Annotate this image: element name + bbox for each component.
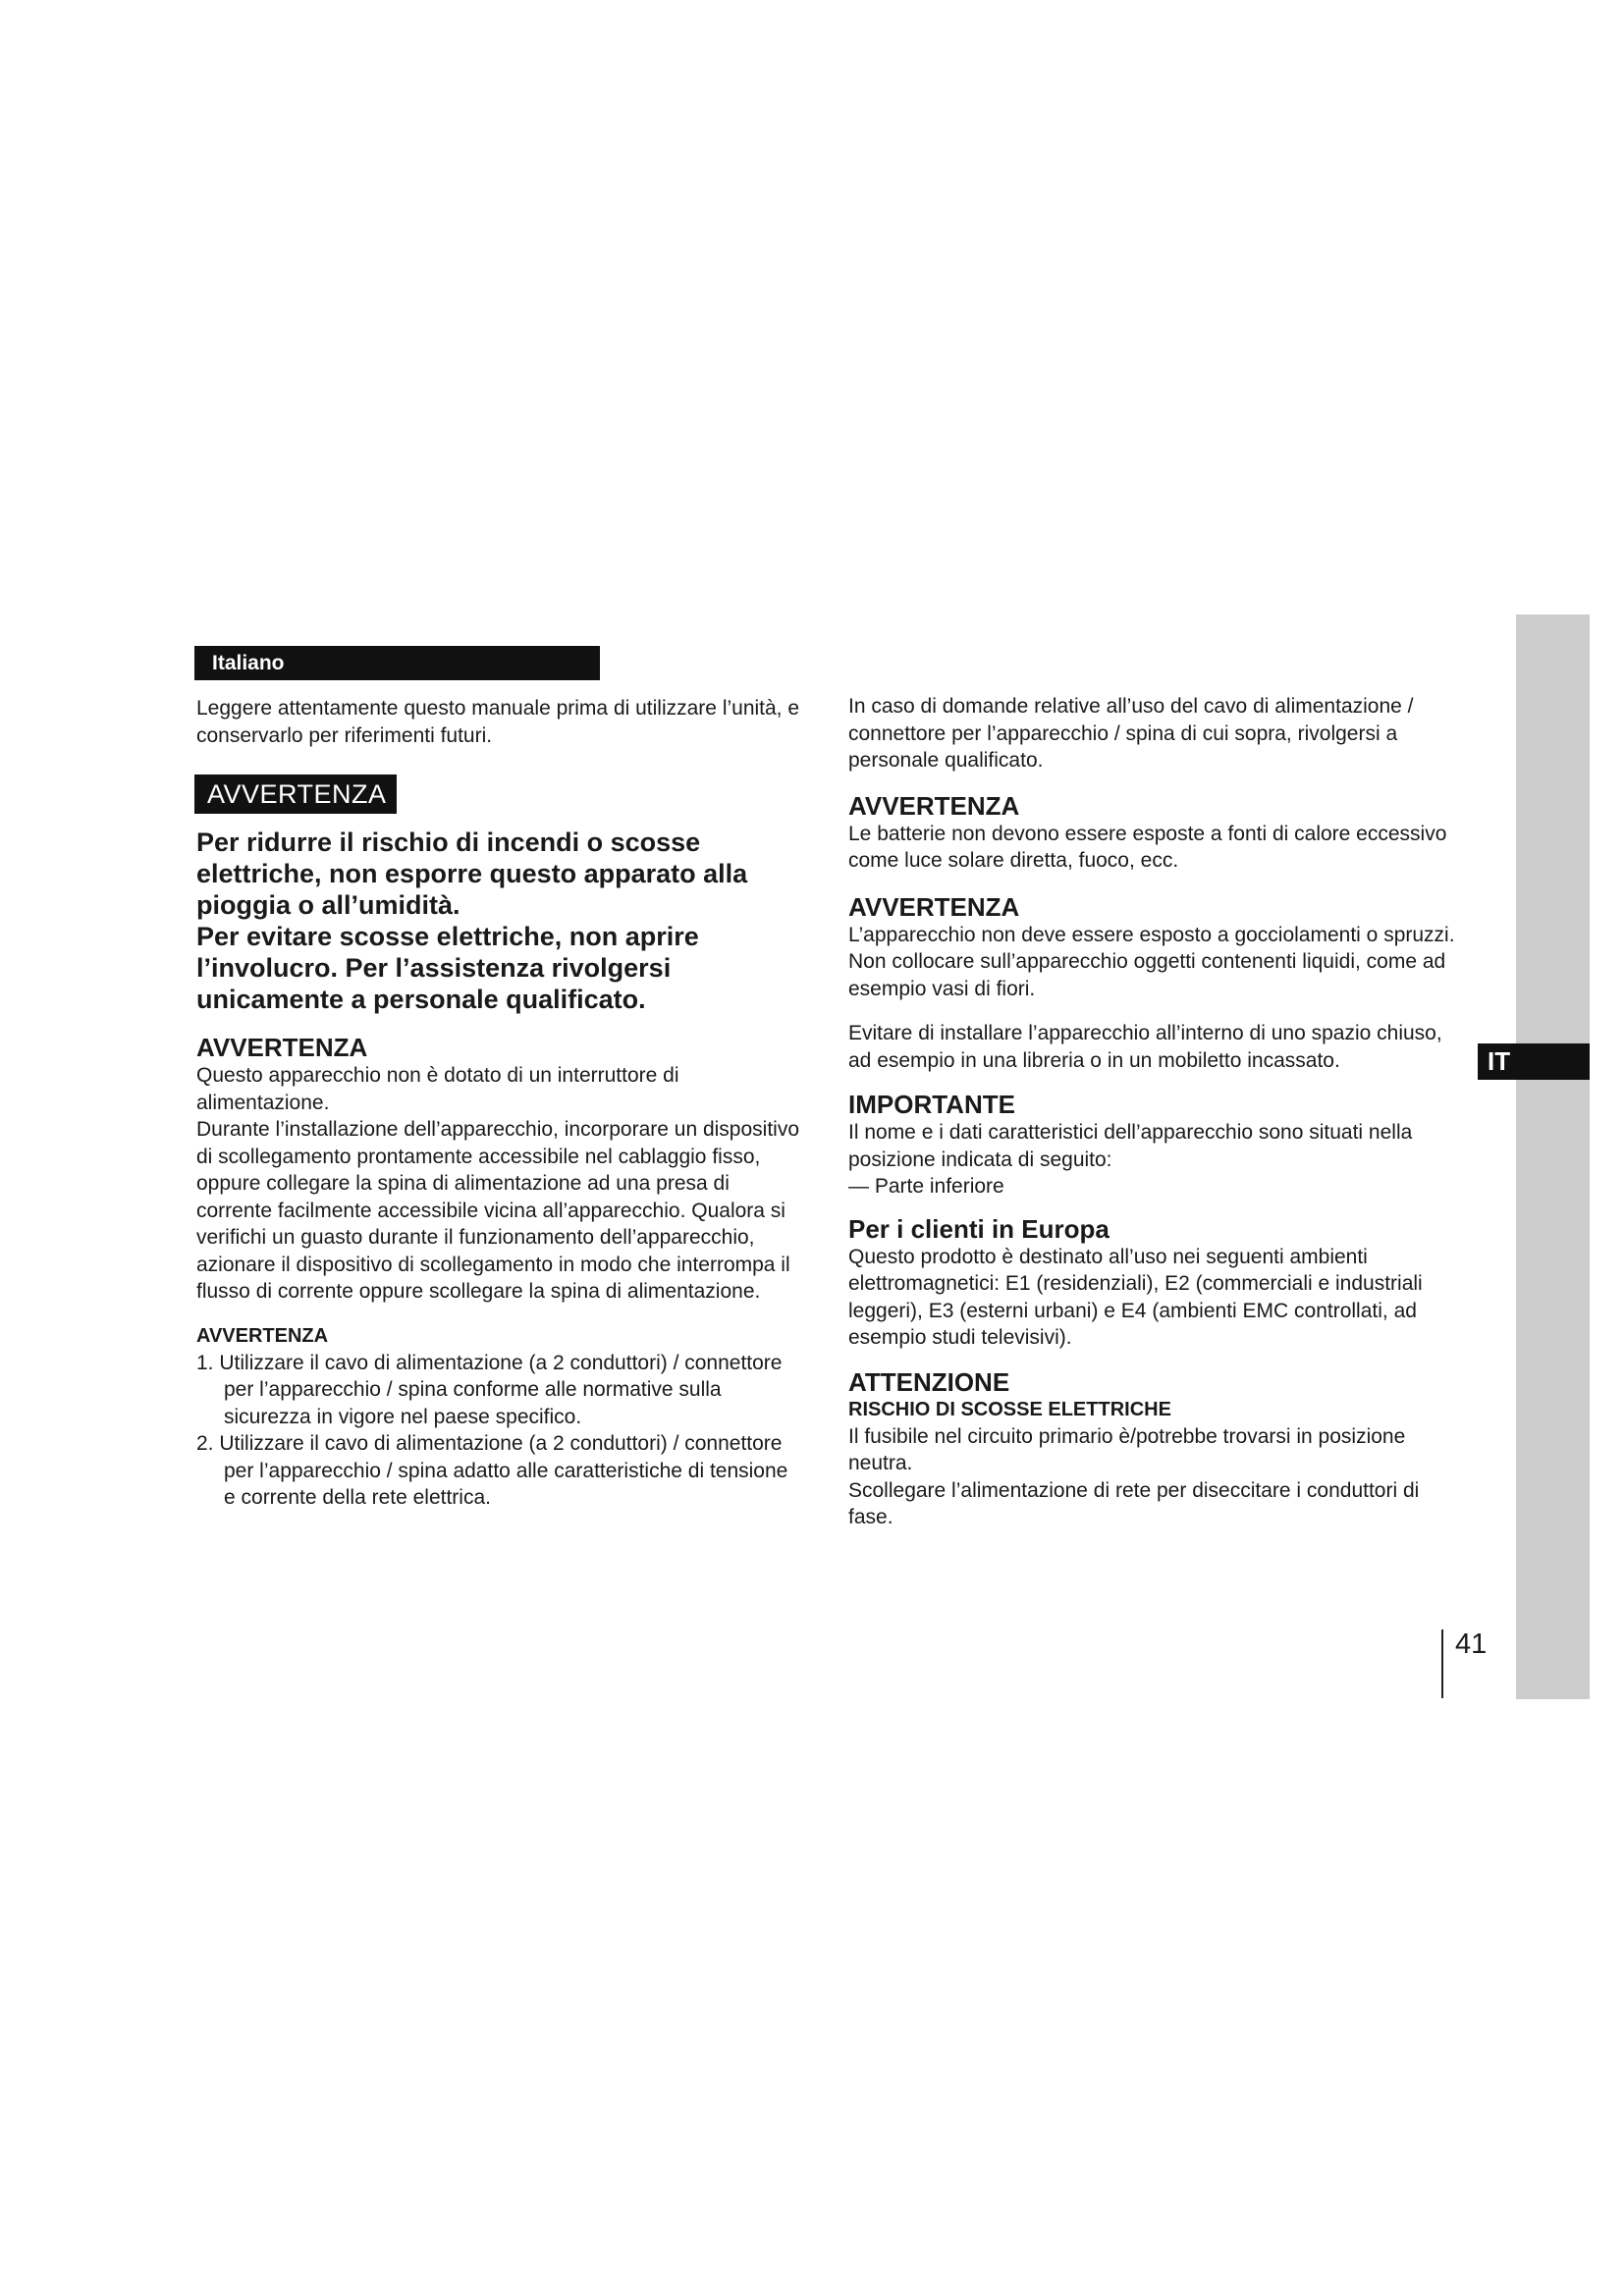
intro-text: In caso di domande relative all’uso del cavo di alimentazione / connettore per l’apparecchio / spina di cui sopra, rivolgersi a personale qualificato. — [848, 695, 1414, 772]
side-thumb-strip — [1516, 614, 1590, 1699]
list-item: 1. Utilizzare il cavo di alimentazione (a 2 conduttori) / connettore per l’apparecchio / spina conforme alle normative sulla sicurezza in vigore nel paese specifico. — [196, 1351, 783, 1428]
section-text: Evitare di installare l’apparecchio all’interno di uno spazio chiuso, ad esempio in una libreria o in un mobiletto incassato. — [848, 1022, 1442, 1072]
page-number-divider — [1441, 1629, 1443, 1698]
warning-badge: AVVERTENZA — [194, 774, 397, 814]
bold-warning-1: Per ridurre il rischio di incendi o scosse elettriche, non esporre questo apparato alla pioggia o all’umidità. — [196, 828, 748, 920]
section-text: Il fusibile nel circuito primario è/potrebbe trovarsi in posizione neutra. — [848, 1424, 1406, 1474]
list-item: 2. Utilizzare il cavo di alimentazione (a 2 conduttori) / connettore per l’apparecchio / spina adatto alle caratteristiche di tensione e corrente della rete elettrica. — [196, 1432, 788, 1509]
section-heading: IMPORTANTE — [848, 1090, 1015, 1119]
section-heading: Per i clienti in Europa — [848, 1213, 1110, 1244]
bold-warning-2: Per evitare scosse elettriche, non aprire l’involucro. Per l’assistenza rivolgersi unicamente a personale qualificato. — [196, 922, 699, 1014]
left-column — [196, 695, 800, 1512]
section-text: Durante l’installazione dell’apparecchio, incorporare un dispositivo di scollegamento prontamente accessibile nel cablaggio fisso, oppure collegare la spina di alimentazione ad una presa di corrente facilmente accessibile vicina all’apparecchio. Qualora si verifichi un guasto durante il funzionamento dell’apparecchio, azionare il dispositivo di scollegamento in modo che interrompa il flusso di corrente oppure scollegare la spina di alimentazione. — [196, 1118, 800, 1303]
section-heading: AVVERTENZA — [848, 790, 1020, 821]
language-label: Italiano — [194, 646, 600, 680]
section-text: Il nome e i dati caratteristici dell’apparecchio sono situati nella posizione indicata di seguito: — [848, 1121, 1413, 1171]
language-tab: IT — [1478, 1043, 1590, 1080]
section-heading: AVVERTENZA — [848, 891, 1020, 922]
numbered-list — [196, 1350, 800, 1512]
section-text: Scollegare l’alimentazione di rete per diseccitare i conduttori di fase. — [848, 1478, 1420, 1528]
intro-text: Leggere attentamente questo manuale prima di utilizzare l’unità, e conservarlo per riferimenti futuri. — [196, 697, 800, 747]
page-number: 41 — [1455, 1629, 1488, 1660]
section-heading: AVVERTENZA — [196, 1033, 368, 1062]
section-subheading: RISCHIO DI SCOSSE ELETTRICHE — [848, 1398, 1171, 1420]
section-heading: ATTENZIONE — [848, 1366, 1010, 1397]
section-text: L’apparecchio non deve essere esposto a gocciolamenti o spruzzi. Non collocare sull’apparecchio oggetti contenenti liquidi, come ad esempio vasi di fiori. — [848, 923, 1455, 1000]
right-column — [848, 693, 1457, 1531]
section-text: Questo prodotto è destinato all’uso nei seguenti ambienti elettromagnetici: E1 (residenziali), E2 (commerciali e industriali leggeri), E3 (esterni urbani) e E4 (ambienti EMC controllati, ad esempio studi televisivi). — [848, 1245, 1423, 1349]
section-text: Questo apparecchio non è dotato di un interruttore di alimentazione. — [196, 1064, 679, 1114]
section-list-item: — Parte inferiore — [848, 1175, 1004, 1198]
section-text: Le batterie non devono essere esposte a fonti di calore eccessivo come luce solare diretta, fuoco, ecc. — [848, 822, 1447, 872]
section-heading: AVVERTENZA — [196, 1324, 329, 1347]
